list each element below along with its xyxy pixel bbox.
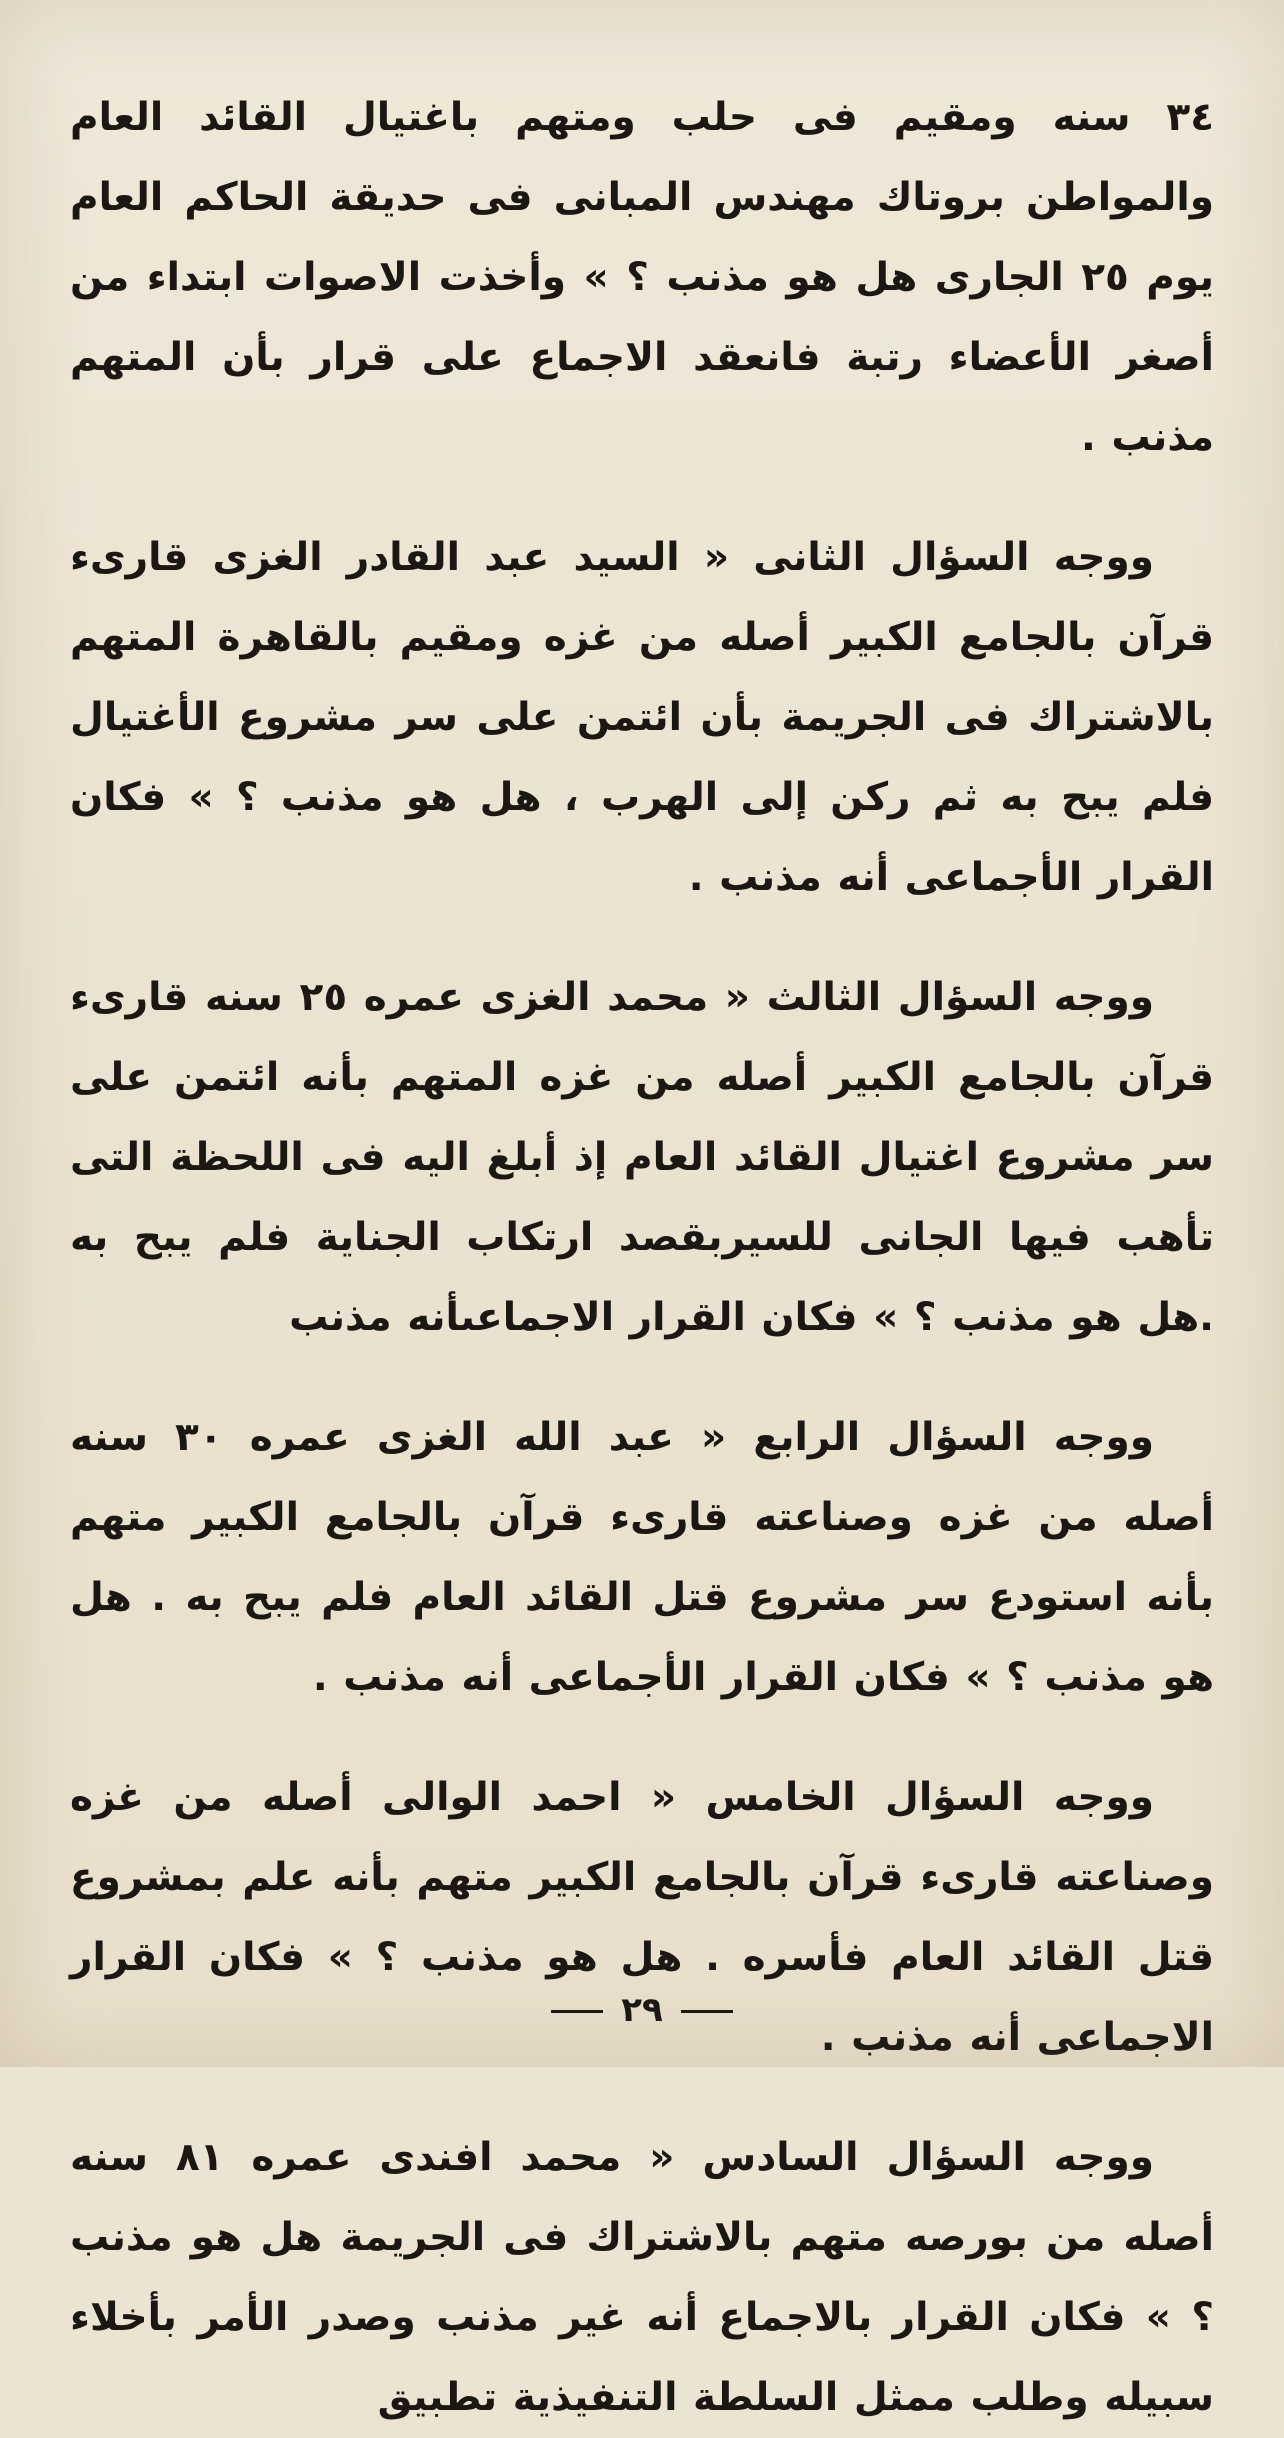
- page-number-dash-left: [551, 2010, 603, 2013]
- paragraph-1: ٣٤ سنه ومقيم فى حلب ومتهم باغتيال القائد العام والمواطن بروتاك مهندس المبانى فى حديقة الحاكم العام يوم ٢٥ الجارى هل هو مذنب ؟ » وأخذت الاصوات ابتداء من أصغر الأعضاء رتبة فانعقد الاجماع على قرار بأن المتهم مذنب .: [70, 95, 1214, 460]
- page-number-footer: [0, 1990, 1284, 2030]
- page-number-dash-right: [681, 2010, 733, 2013]
- paragraph-6: ووجه السؤال السادس « محمد افندى عمره ٨١ سنه أصله من بورصه متهم بالاشتراك فى الجريمة هل هو مذنب ؟ » فكان القرار بالاجماع أنه غير مذنب وصدر الأمر بأخلاء سبيله وطلب ممثل السلطة التنفيذية تطبيق: [70, 2135, 1214, 2420]
- text-body: [70, 78, 1214, 2438]
- paragraph-5: ووجه السؤال الخامس « احمد الوالى أصله من غزه وصناعته قارىء قرآن بالجامع الكبير متهم بأنه علم بمشروع قتل القائد العام فأسره . هل هو مذنب ؟ » فكان القرار الاجماعى أنه مذنب .: [70, 1775, 1214, 2060]
- paragraph-2: ووجه السؤال الثانى « السيد عبد القادر الغزى قارىء قرآن بالجامع الكبير أصله من غزه ومقيم بالقاهرة المتهم بالاشتراك فى الجريمة بأن ائتمن على سر مشروع الأغتيال فلم يبح به ثم ركن إلى الهرب ، هل هو مذنب ؟ » فكان القرار الأجماعى أنه مذنب .: [70, 535, 1214, 900]
- paragraph-3: ووجه السؤال الثالث « محمد الغزى عمره ٢٥ سنه قارىء قرآن بالجامع الكبير أصله من غزه المتهم بأنه ائتمن على سر مشروع اغتيال القائد العام إذ أبلغ اليه فى اللحظة التى تأهب فيها الجانى للسيربقصد ارتكاب الجناية فلم يبح به .هل هو مذنب ؟ » فكان القرار الاجماعىأنه مذنب: [70, 975, 1214, 1340]
- paragraph-4: ووجه السؤال الرابع « عبد الله الغزى عمره ٣٠ سنه أصله من غزه وصناعته قارىء قرآن بالجامع الكبير متهم بأنه استودع سر مشروع قتل القائد العام فلم يبح به . هل هو مذنب ؟ » فكان القرار الأجماعى أنه مذنب .: [70, 1415, 1214, 1700]
- page-number: ٢٩: [621, 1990, 663, 2030]
